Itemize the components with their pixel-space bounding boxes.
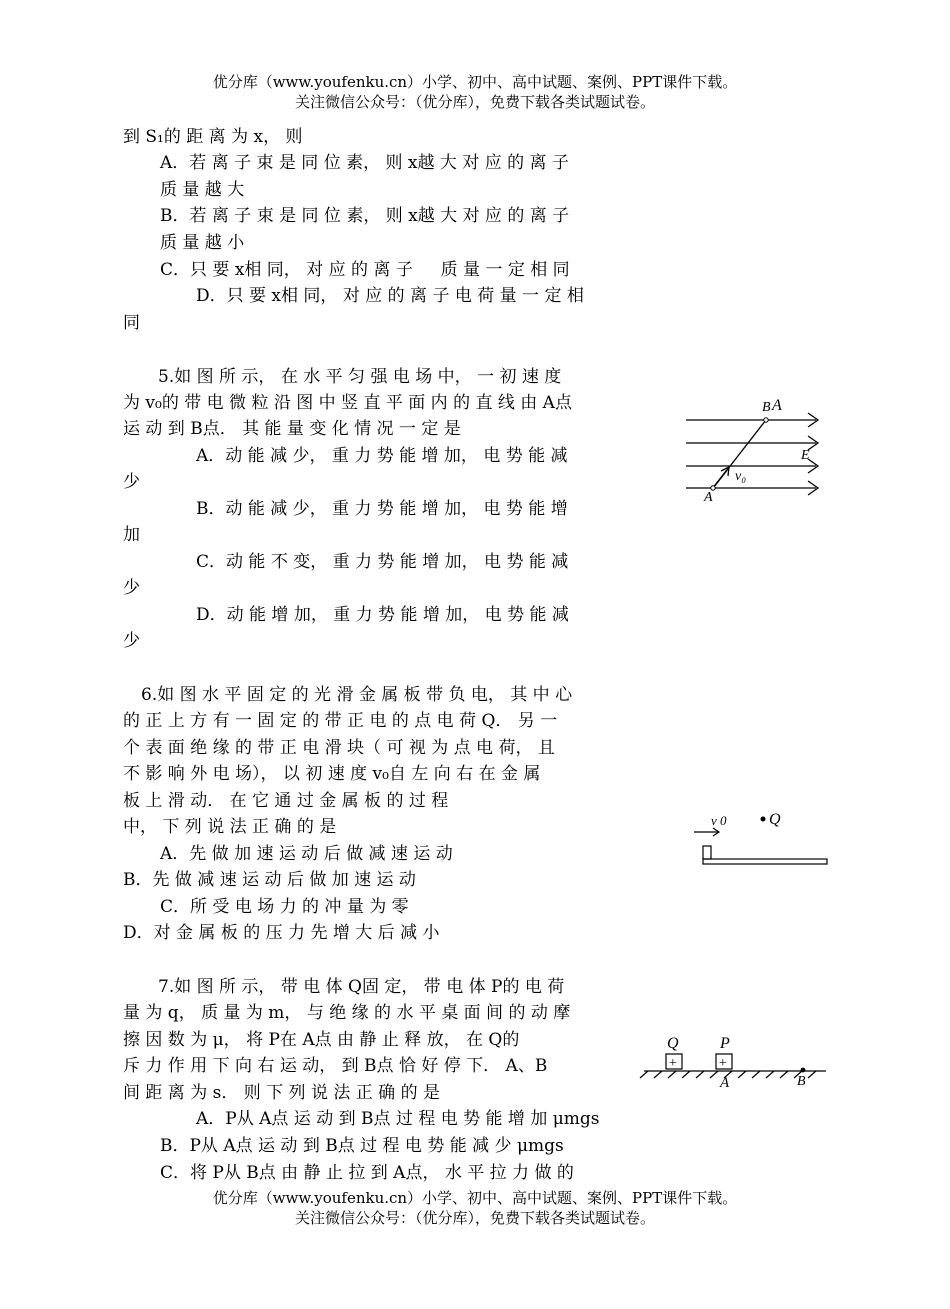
q5-label-e: E (801, 448, 810, 463)
q4-option-b-cont: 质 量 越 小 (160, 233, 245, 253)
q4-option-c: C．只 要 x相 同， 对 应 的 离 子 质 量 一 定 相 同 (160, 260, 570, 280)
q7-option-c: C．将 P从 B点 由 静 止 拉 到 A点， 水 平 拉 力 做 的 (160, 1163, 574, 1183)
q6-stem-2: 的 正 上 方 有 一 固 定 的 带 正 电 的 点 电 荷 Q． 另 一 (123, 711, 558, 731)
q4-option-a: A．若 离 子 束 是 同 位 素， 则 x越 大 对 应 的 离 子 (160, 153, 569, 173)
q5-stem-3: 运 动 到 B点． 其 能 量 变 化 情 况 一 定 是 (123, 419, 461, 439)
q6-option-c: C．所 受 电 场 力 的 冲 量 为 零 (160, 897, 409, 917)
q7-stem-1: 7.如 图 所 示， 带 电 体 Q固 定， 带 电 体 P的 电 荷 (158, 977, 565, 997)
q6-option-b: B．先 做 减 速 运 动 后 做 加 速 运 动 (123, 870, 416, 890)
q5-option-a-cont: 少 (123, 472, 140, 492)
q5-option-b-cont: 加 (123, 525, 140, 545)
q6-stem-6: 中， 下 列 说 法 正 确 的 是 (123, 817, 337, 837)
q7-label-q: Q (667, 1035, 679, 1052)
q5-field-diagram (680, 395, 825, 505)
q5-label-a: A (704, 490, 713, 505)
q5-stem-1: 5.如 图 所 示， 在 水 平 匀 强 电 场 中， 一 初 速 度 (158, 367, 562, 387)
q7-label-p: P (720, 1035, 730, 1052)
q7-option-b: B．P从 A点 运 动 到 B点 过 程 电 势 能 减 少 μmgs (160, 1136, 564, 1156)
q6-stem-4: 不 影 响 外 电 场）， 以 初 速 度 v₀自 左 向 右 在 金 属 (123, 764, 541, 784)
q7-stem-3: 擦 因 数 为 μ， 将 P在 A点 由 静 止 释 放， 在 Q的 (123, 1030, 520, 1050)
q7-stem-5: 间 距 离 为 s． 则 下 列 说 法 正 确 的 是 (123, 1083, 440, 1103)
header-line-1: 优分库（www.youfenku.cn）小学、初中、高中试题、案例、PPT课件下载。 (212, 73, 738, 91)
q5-option-d: D．动 能 增 加， 重 力 势 能 增 加， 电 势 能 减 (196, 605, 569, 625)
q7-stem-4: 斥 力 作 用 下 向 右 运 动， 到 B点 恰 好 停 下． A、B (123, 1056, 548, 1076)
q4-option-d: D．只 要 x相 同， 对 应 的 离 子 电 荷 量 一 定 相 (196, 286, 584, 306)
q5-label-v0: v₀ (735, 469, 747, 484)
q7-label-b: B (797, 1074, 806, 1089)
q6-label-v0: v 0 (711, 813, 727, 828)
q5-option-a: A．动 能 减 少， 重 力 势 能 增 加， 电 势 能 减 (196, 446, 568, 466)
q7-stem-2: 量 为 q， 质 量 为 m， 与 绝 缘 的 水 平 桌 面 间 的 动 摩 (123, 1003, 571, 1023)
q6-plate-diagram (690, 805, 835, 870)
header-line-2: 关注微信公众号：（优分库），免费下载各类试题试卷。 (294, 93, 655, 111)
footer-line-1: 优分库（www.youfenku.cn）小学、初中、高中试题、案例、PPT课件下载。 (212, 1189, 738, 1207)
footer-line-2: 关注微信公众号：（优分库），免费下载各类试题试卷。 (294, 1209, 655, 1227)
q5-option-d-cont: 少 (123, 631, 140, 651)
q5-option-c-cont: 少 (123, 578, 140, 598)
q5-label-b: B (762, 400, 771, 415)
q4-stem-tail: 到 S₁的 距 离 为 x， 则 (123, 127, 303, 147)
q6-option-d: D．对 金 属 板 的 压 力 先 增 大 后 减 小 (123, 923, 440, 943)
q6-label-q: Q (769, 811, 781, 828)
q6-stem-5: 板 上 滑 动． 在 它 通 过 金 属 板 的 过 程 (123, 791, 449, 811)
q5-stem-2: 为 v₀的 带 电 微 粒 沿 图 中 竖 直 平 面 内 的 直 线 由 A点 (123, 393, 572, 413)
q6-option-a: A．先 做 加 速 运 动 后 做 减 速 运 动 (160, 844, 453, 864)
q6-stem-1: 6.如 图 水 平 固 定 的 光 滑 金 属 板 带 负 电， 其 中 心 (141, 685, 573, 705)
q4-option-d-cont: 同 (123, 313, 140, 333)
q7-label-a: A (720, 1075, 730, 1091)
q4-option-b: B．若 离 子 束 是 同 位 素， 则 x越 大 对 应 的 离 子 (160, 206, 570, 226)
q4-option-a-cont: 质 量 越 大 (160, 180, 245, 200)
q7-table-diagram (640, 1028, 830, 1092)
q6-stem-3: 个 表 面 绝 缘 的 带 正 电 滑 块（ 可 视 为 点 电 荷， 且 (123, 738, 555, 758)
q7-option-a: A．P从 A点 运 动 到 B点 过 程 电 势 能 增 加 μmgs (196, 1109, 600, 1129)
q5-option-b: B．动 能 减 少， 重 力 势 能 增 加， 电 势 能 增 (196, 499, 568, 519)
q5-option-c: C．动 能 不 变， 重 力 势 能 增 加， 电 势 能 减 (196, 552, 569, 572)
q7-q-plus: + (668, 1056, 678, 1071)
q7-p-plus: + (718, 1056, 728, 1071)
q5-label-a-top: A (772, 397, 782, 414)
